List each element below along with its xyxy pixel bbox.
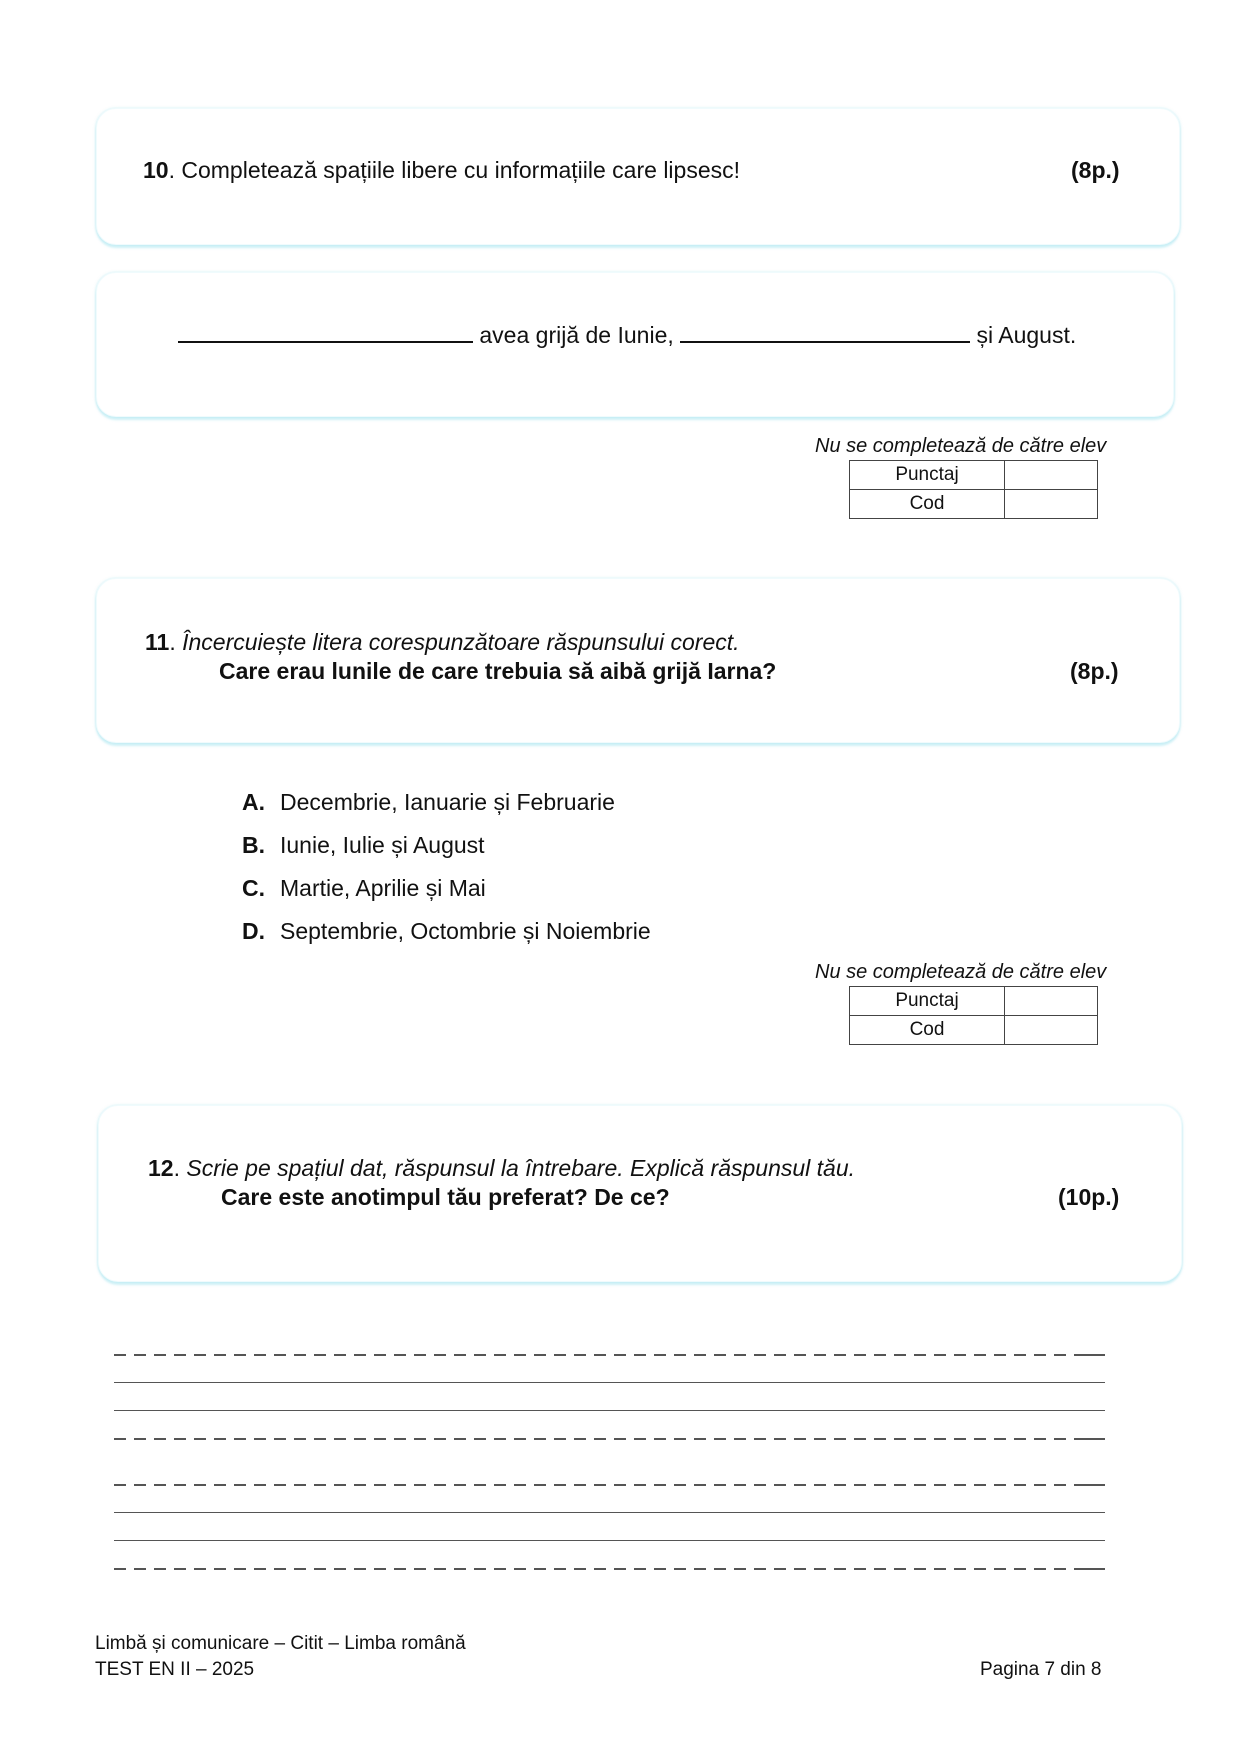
answer-blank-2[interactable] [680,340,970,343]
grading-row-score [850,987,1098,1016]
option-text: Iunie, Iulie și August [280,832,485,858]
score-label: Punctaj [850,987,1005,1016]
option-c[interactable] [242,875,486,902]
code-value-cell [1005,490,1098,519]
option-d[interactable] [242,918,651,945]
solid-writing-line[interactable] [114,1382,1105,1383]
instruction-text: Scrie pe spațiul dat, răspunsul la întrebare. Explică răspunsul tău. [186,1155,856,1181]
code-value-cell [1005,1016,1098,1045]
solid-writing-line[interactable] [114,1540,1105,1541]
solid-writing-line[interactable] [114,1410,1105,1411]
question-10-instruction [143,157,740,184]
page-number: Pagina 7 din 8 [980,1659,1102,1680]
option-letter: C. [242,875,265,901]
option-text: Septembrie, Octombrie și Noiembrie [280,918,651,944]
option-b[interactable] [242,832,485,859]
score-value-cell [1005,461,1098,490]
option-a[interactable] [242,789,615,816]
question-number: 10 [143,157,169,183]
code-label: Cod [850,1016,1005,1045]
code-label: Cod [850,490,1005,519]
question-12-question: Care este anotimpul tău preferat? De ce? [221,1184,670,1210]
dashed-writing-line[interactable] [114,1484,1105,1486]
question-11-points: (8p.) [1070,658,1119,684]
dashed-writing-line[interactable] [114,1354,1105,1356]
dashed-writing-line[interactable] [114,1438,1105,1440]
grading-note: Nu se completează de către elev [815,961,1107,983]
instruction-separator: . [169,629,183,655]
option-text: Decembrie, Ianuarie și Februarie [280,789,615,815]
footer-test-name: TEST EN II – 2025 [95,1659,255,1680]
option-letter: B. [242,832,265,858]
score-label: Punctaj [850,461,1005,490]
question-11-question: Care erau lunile de care trebuia să aibă grijă Iarna? [219,658,777,684]
grading-row-code [850,1016,1098,1045]
grading-table [849,986,1098,1045]
instruction-separator: . [173,1155,187,1181]
grading-row-score [850,461,1098,490]
score-value-cell [1005,987,1098,1016]
option-text: Martie, Aprilie și Mai [280,875,486,901]
sentence-part-1: avea grijă de Iunie, [473,322,681,348]
question-11-instruction [145,629,740,656]
fill-in-sentence [178,322,1076,349]
sentence-part-2: și August. [970,322,1077,348]
grading-note: Nu se completează de către elev [815,435,1107,457]
instruction-text: . Completează spațiile libere cu informațiile care lipsesc! [168,157,741,183]
solid-writing-line[interactable] [114,1512,1105,1513]
grading-table [849,460,1098,519]
question-10-points: (8p.) [1071,157,1120,183]
question-12-instruction [148,1155,855,1182]
dashed-writing-line[interactable] [114,1568,1105,1570]
option-letter: D. [242,918,265,944]
grading-row-code [850,490,1098,519]
question-number: 11 [145,629,170,655]
question-number: 12 [148,1155,174,1181]
answer-blank-1[interactable] [178,340,473,343]
footer-subject: Limbă și comunicare – Citit – Limba română [95,1633,466,1654]
question-12-points: (10p.) [1058,1184,1120,1210]
option-letter: A. [242,789,265,815]
instruction-text: Încercuiește litera corespunzătoare răspunsului corect. [182,629,740,655]
